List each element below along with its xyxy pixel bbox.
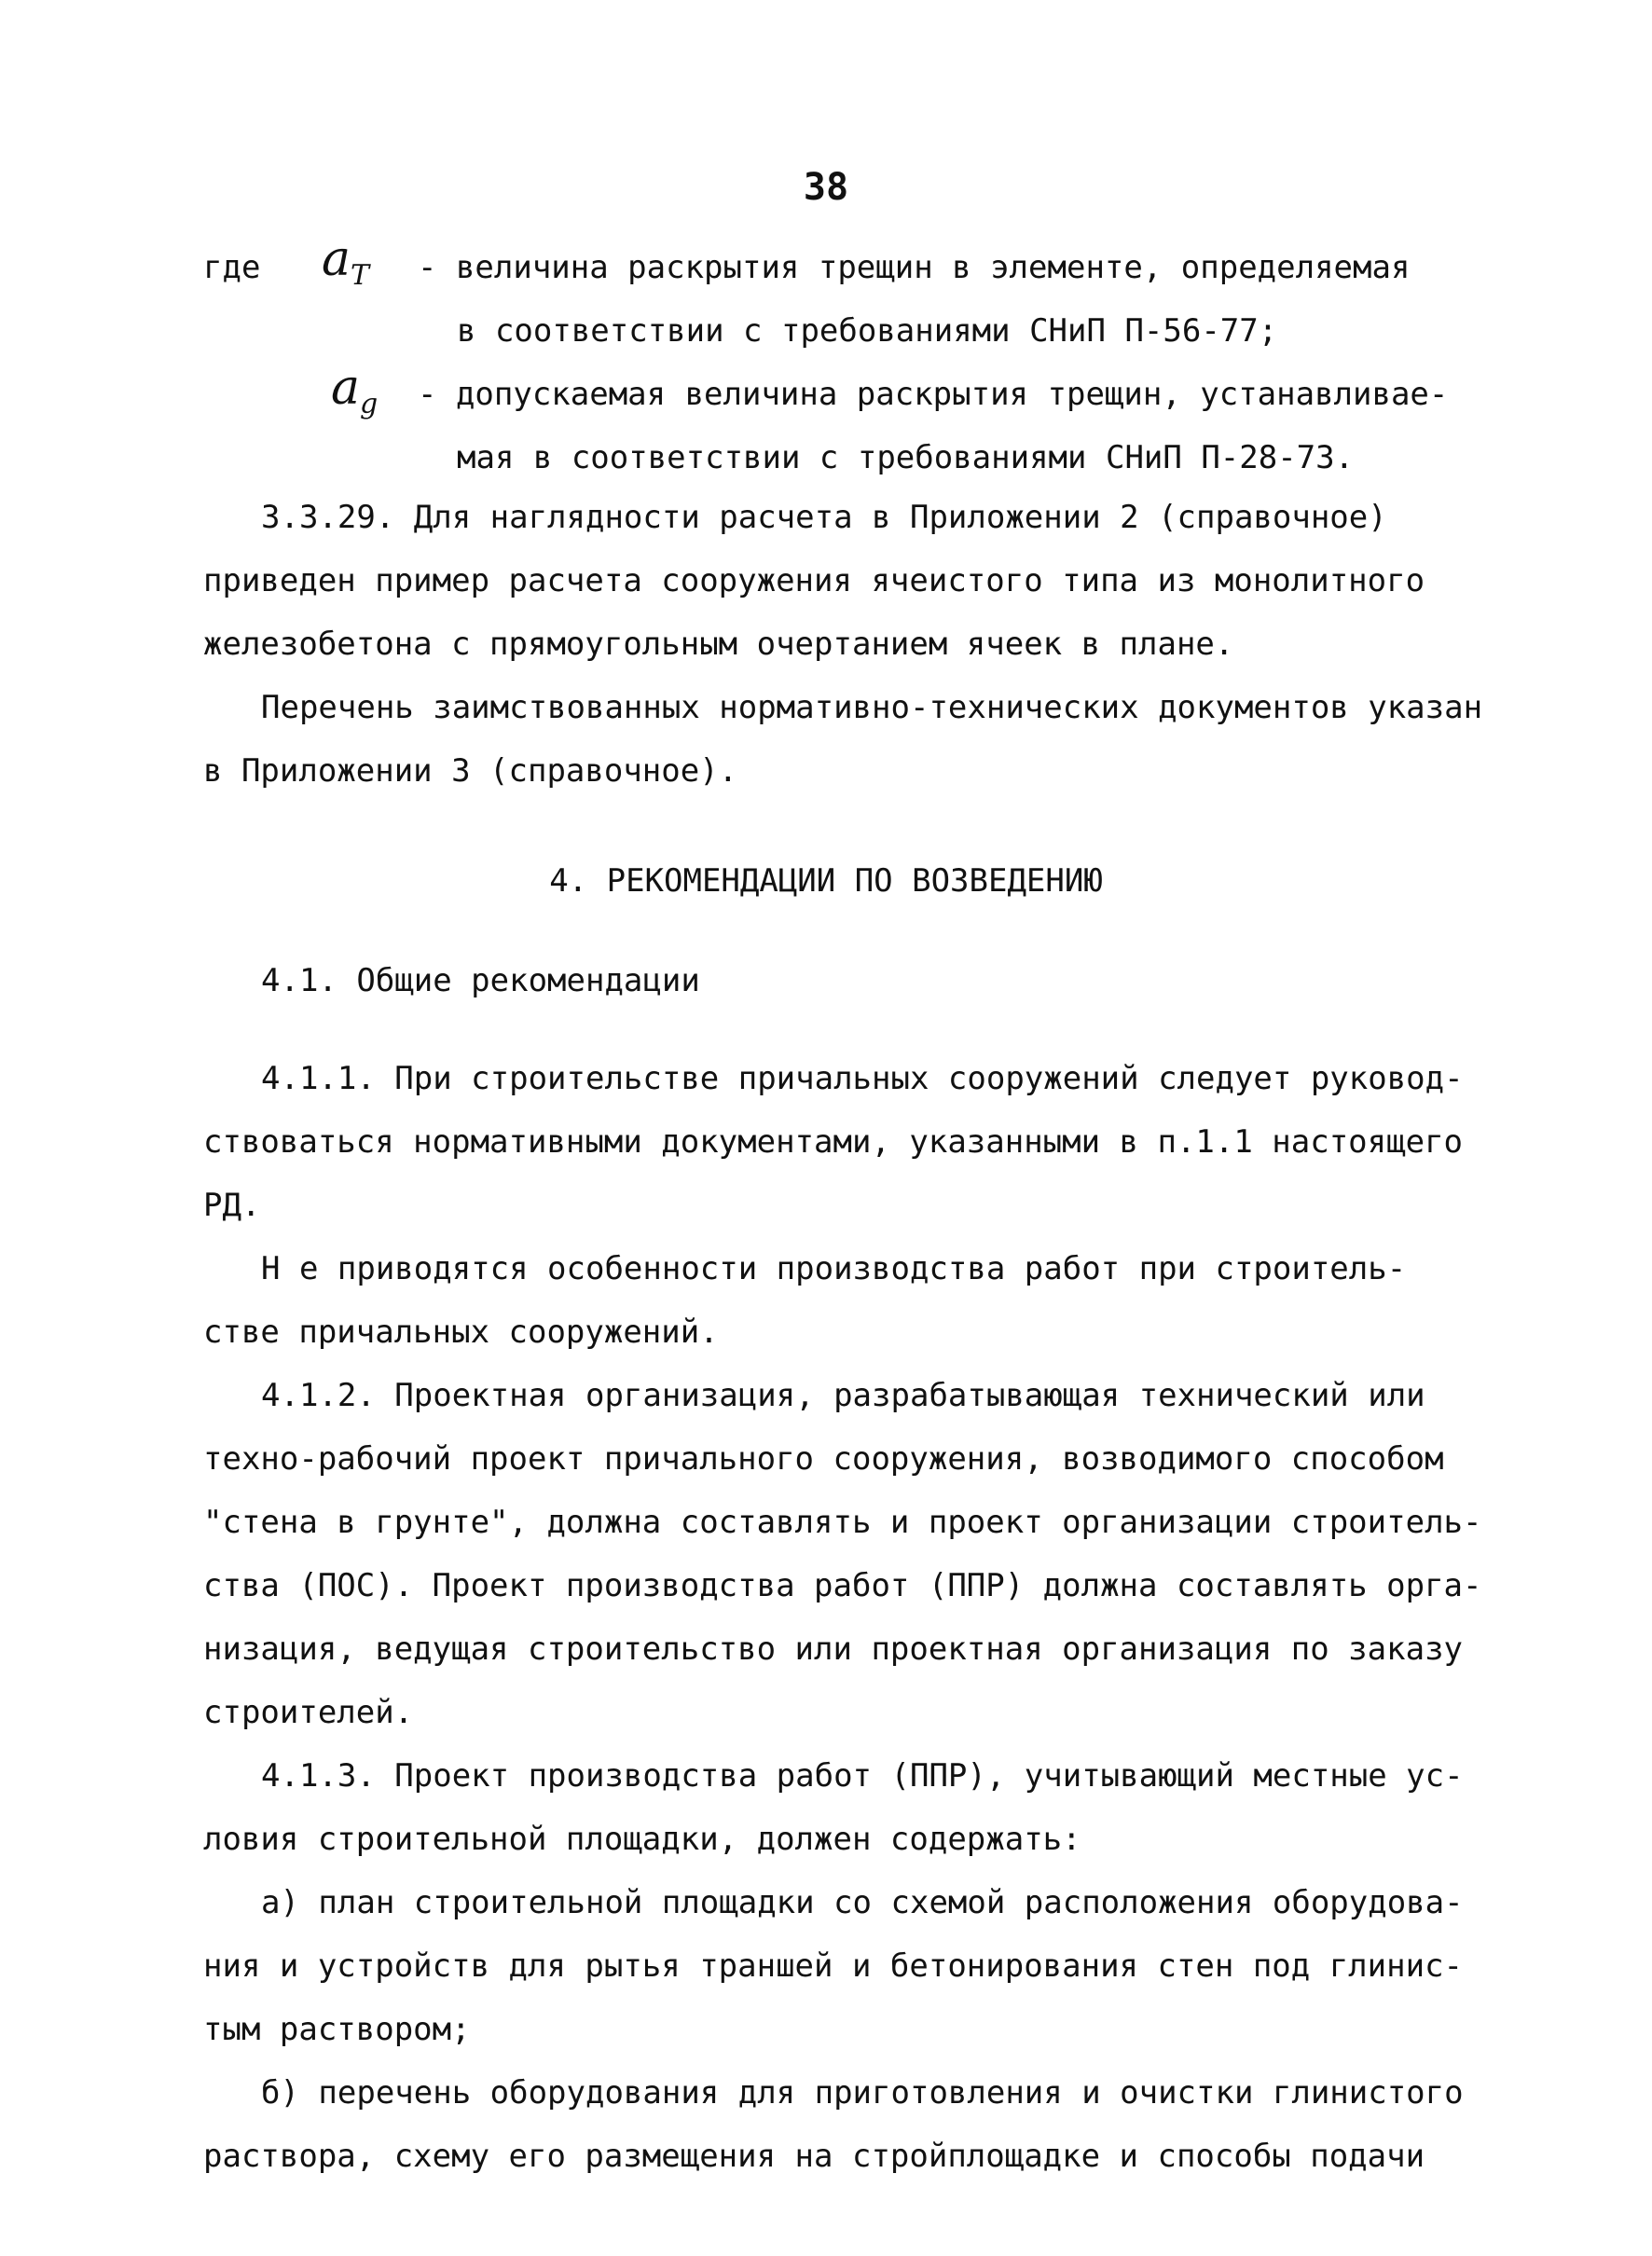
where-word: где — [203, 249, 261, 286]
symbol-a-t: $a_T$ — [322, 231, 370, 292]
body-line: тым раствором; — [203, 2011, 471, 2048]
paragraph-line: Перечень заимствованных нормативно-технических документов указан — [261, 689, 1483, 726]
definition-line: в соответствии с требованиями СНиП П-56-77; — [457, 312, 1278, 350]
body-line: техно-рабочий проект причального сооружения, возводимого способом — [203, 1440, 1444, 1478]
page-number: 38 — [803, 166, 849, 209]
body-line: ства (ПОС). Проект производства работ (ППР) должна составлять орга- — [203, 1567, 1482, 1604]
definition-line: мая в соответствии с требованиями СНиП П-28-73. — [457, 439, 1355, 476]
paragraph-line: в Приложении 3 (справочное). — [203, 752, 738, 790]
body-line: "стена в грунте", должна составлять и проект организации строитель- — [203, 1504, 1482, 1541]
body-line: б) перечень оборудования для приготовления и очистки глинистого — [261, 2074, 1464, 2112]
body-line: 4.1.3. Проект производства работ (ППР), учитывающий местные ус- — [261, 1757, 1464, 1795]
body-line: а) план строительной площадки со схемой расположения оборудова- — [261, 1884, 1464, 1921]
body-line: раствора, схему его размещения на стройплощадке и способы подачи — [203, 2138, 1425, 2175]
body-line: Н е приводятся особенности производства работ при строитель- — [261, 1250, 1407, 1287]
definition-line: - величина раскрытия трещин в элементе, определяемая — [418, 249, 1411, 286]
body-line: ния и устройств для рытья траншей и бетонирования стен под глинис- — [203, 1947, 1464, 1985]
paragraph-line: 3.3.29. Для наглядности расчета в Приложении 2 (справочное) — [261, 499, 1387, 536]
symbol-a-g: $a_g$ — [331, 360, 379, 420]
body-line: строителей. — [203, 1694, 414, 1731]
body-line: стве причальных сооружений. — [203, 1314, 719, 1351]
body-line: РД. — [203, 1187, 261, 1224]
body-line: ствоваться нормативными документами, указанными в п.1.1 настоящего — [203, 1123, 1464, 1161]
paragraph-line: железобетона с прямоугольным очертанием ячеек в плане. — [203, 626, 1234, 663]
body-line: низация, ведущая строительство или проектная организация по заказу — [203, 1630, 1464, 1668]
definition-line: - допускаемая величина раскрытия трещин, устанавливае- — [418, 376, 1449, 413]
body-line: ловия строительной площадки, должен содержать: — [203, 1821, 1081, 1858]
body-line: 4.1.1. При строительстве причальных сооружений следует руковод- — [261, 1060, 1464, 1097]
paragraph-line: приведен пример расчета сооружения ячеистого типа из монолитного — [203, 562, 1425, 599]
section-title: 4. РЕКОМЕНДАЦИИ ПО ВОЗВЕДЕНИЮ — [549, 862, 1103, 900]
body-line: 4.1.2. Проектная организация, разрабатывающая технический или — [261, 1377, 1425, 1414]
subsection-title: 4.1. Общие рекомендации — [261, 962, 700, 999]
